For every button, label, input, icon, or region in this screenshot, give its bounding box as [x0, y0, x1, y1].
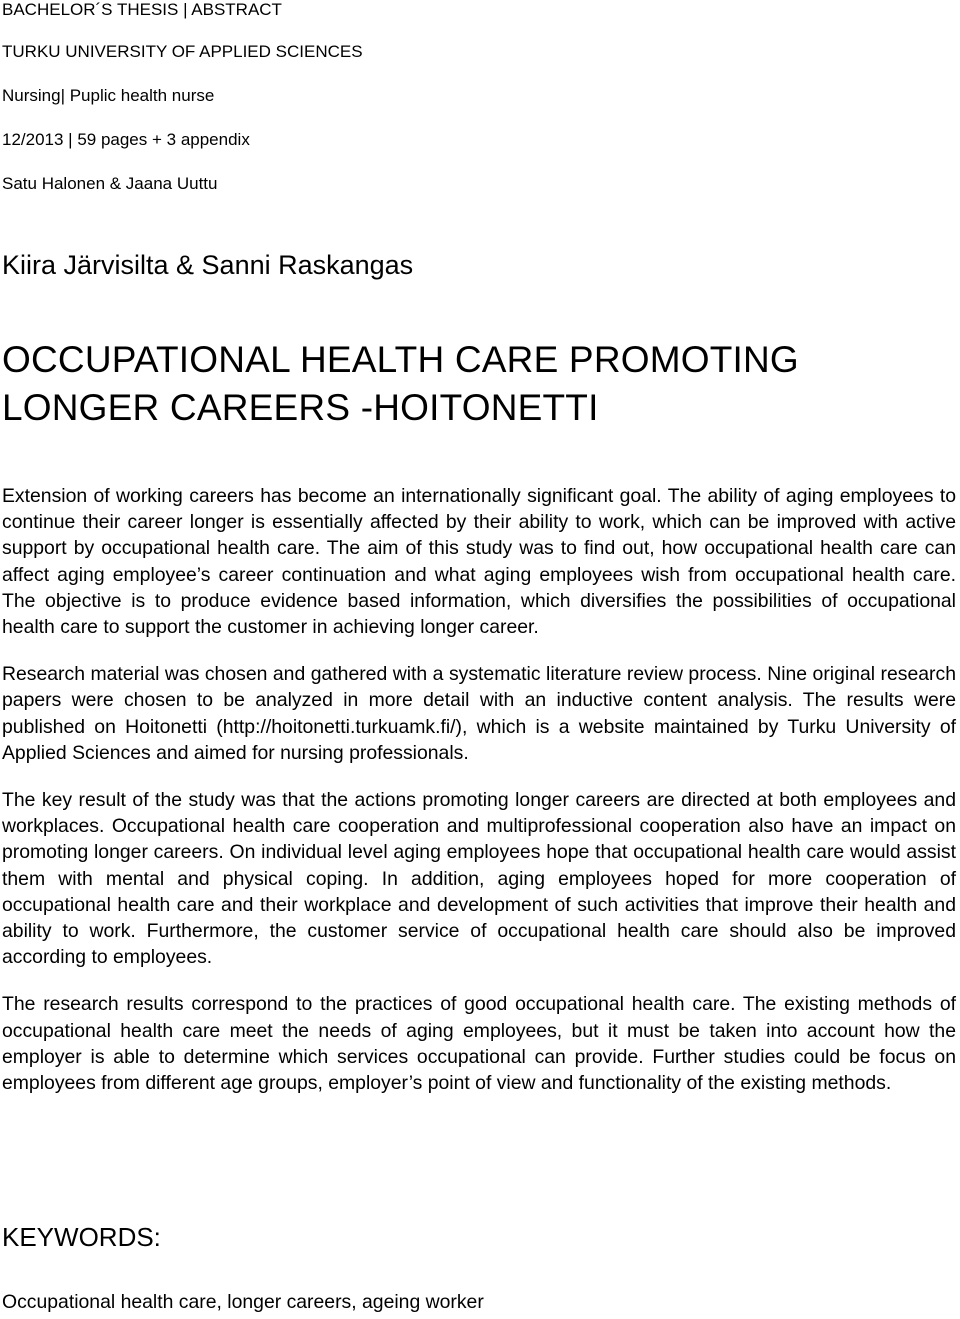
abstract-paragraph: Research material was chosen and gathered with a systematic literature review process. Nine original research papers were chosen to be analyzed in more detail with an inductive content analysis. The results were published on Hoitonetti (http://hoitonetti.turkuamk.fi/), which is a website maintained by Turku University of Applied Sciences and aimed for nursing professionals.	[2, 663, 956, 764]
thesis-title	[2, 336, 952, 432]
abstract-paragraph: The key result of the study was that the actions promoting longer careers are directed at both employees and workplaces. Occupational health care cooperation and multiprofessional cooperation also have an impact on promoting longer careers. On individual level aging employees hope that occupational health care would assist them with mental and physical coping. In addition, aging employees hoped for more cooperation of occupational health care and their workplace and development of such activities that improve their health and ability to work. Furthermore, the customer service of occupational health care should also be improved according to employees.	[2, 789, 956, 969]
keywords-heading: KEYWORDS:	[2, 1222, 161, 1252]
degree-program: Nursing| Puplic health nurse	[2, 86, 215, 105]
supervisors: Satu Halonen & Jaana Uuttu	[2, 174, 218, 193]
thesis-title-line-1: OCCUPATIONAL HEALTH CARE PROMOTING	[2, 339, 799, 380]
authors: Kiira Järvisilta & Sanni Raskangas	[2, 250, 414, 280]
thesis-title-line-2: LONGER CAREERS -HOITONETTI	[2, 387, 599, 428]
thesis-type: BACHELOR´S THESIS | ABSTRACT	[2, 0, 282, 19]
date-and-pages: 12/2013 | 59 pages + 3 appendix	[2, 130, 250, 149]
abstract-body	[2, 483, 956, 1117]
abstract-paragraph: Extension of working careers has become an internationally significant goal. The ability of aging employees to continue their career longer is essentially affected by their ability to work, which can be improved with active support by occupational health care. The aim of this study was to find out, how occupational health care can affect aging employee’s career continuation and what aging employees wish from occupational health care. The objective is to produce evidence based information, which diversifies the possibilities of occupational health care to support the customer in achieving longer career.	[2, 485, 956, 639]
keywords-list: Occupational health care, longer careers, ageing worker	[2, 1291, 484, 1313]
university-name: TURKU UNIVERSITY OF APPLIED SCIENCES	[2, 42, 363, 61]
abstract-paragraph: The research results correspond to the practices of good occupational health care. The existing methods of occupational health care meet the needs of aging employees, but it must be taken into account how the employer is able to determine which services occupational can provide. Further studies could be focus on employees from different age groups, employer’s point of view and functionality of the existing methods.	[2, 993, 956, 1095]
